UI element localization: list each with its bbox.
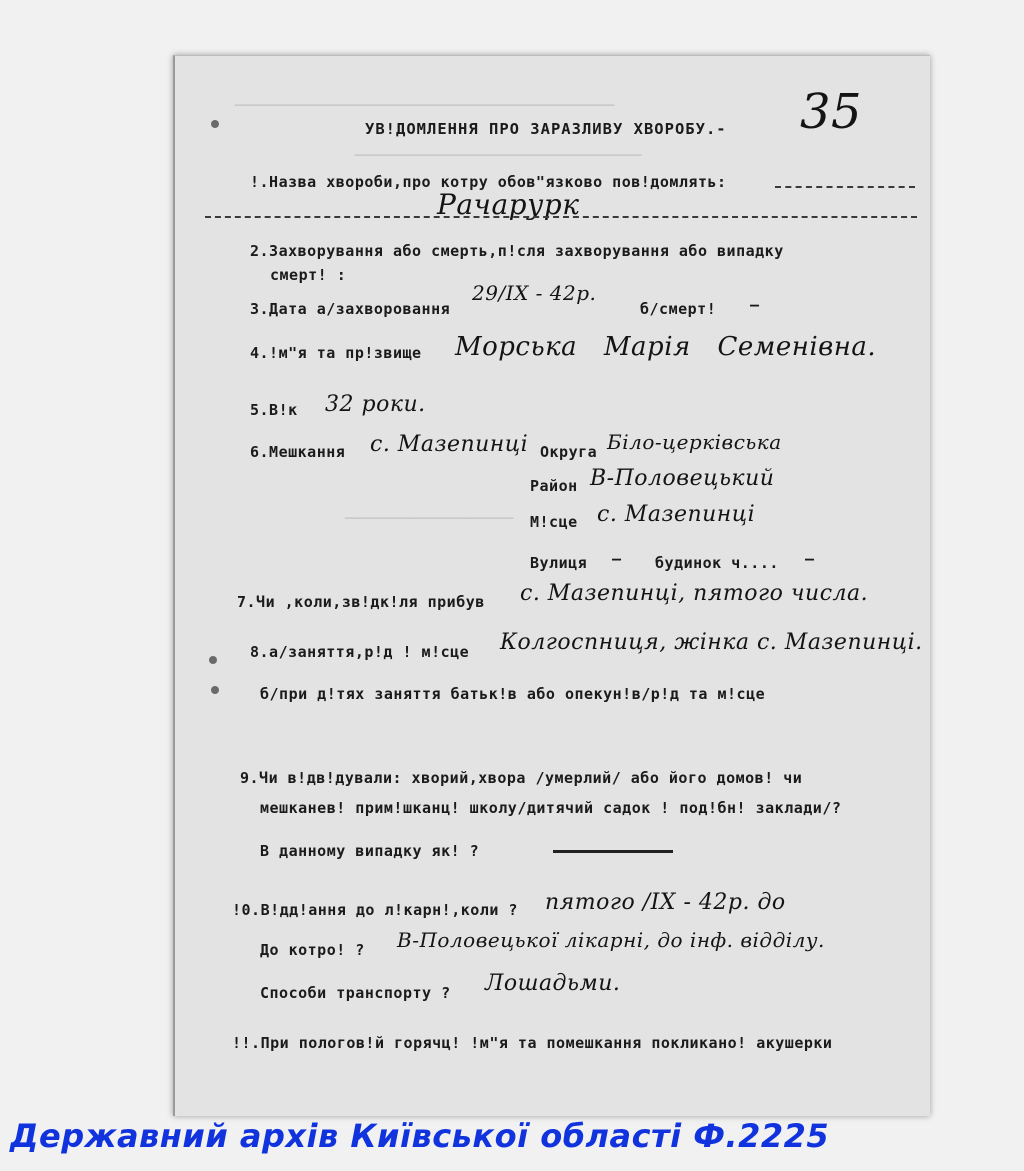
q6-raion-label: Район (530, 477, 578, 495)
q2-label-line1: 2.Захворування або смерть,п!сля захворування або випадку (250, 242, 784, 260)
punch-hole (211, 686, 219, 694)
q10-which-label: До котро! ? (260, 941, 365, 959)
document-page (173, 55, 930, 1116)
q6-okruha-label: Округа (540, 443, 598, 461)
q8-answer: Колгоспниця, жінка с. Мазепинці. (500, 630, 923, 655)
q3-answer-b: — (750, 296, 760, 314)
bleed-through-text: ───────────────────────────────────────────── (235, 98, 615, 114)
q9-answer-line (553, 850, 673, 853)
q6-mistse-label: М!сце (530, 513, 578, 531)
q7-label: 7.Чи ,коли,зв!дк!ля прибув (237, 593, 485, 611)
q6-mistse-answer: с. Мазепинці (597, 502, 756, 527)
q10-transport-answer: Лошадьми. (485, 971, 621, 996)
q6-vulytsia-answer: — (612, 550, 622, 568)
punch-hole (209, 656, 217, 664)
q10-answer: пятого /IX - 42р. до (545, 890, 786, 915)
q9-line3: В данному випадку як! ? (260, 842, 480, 860)
q3-label-b: б/смерт! (640, 300, 717, 318)
q5-answer: 32 роки. (325, 392, 426, 417)
q10-transport-label: Способи транспорту ? (260, 984, 451, 1002)
document-title: УВ!ДОМЛЕННЯ ПРО ЗАРАЗЛИВУ ХВОРОБУ.- (365, 120, 727, 138)
q4-label: 4.!м"я та пр!звище (250, 344, 422, 362)
q9-line1: 9.Чи в!дв!дували: хворий,хвора /умерлий/ або його домов! чи (240, 769, 803, 787)
q3-label: 3.Дата а/захворовання (250, 300, 451, 318)
q2-label-line2: смерт! : (270, 266, 347, 284)
q6-label: 6.Мешкання (250, 443, 346, 461)
archive-sheet-number: 35 (800, 84, 863, 140)
q6-vulytsia-label: Вулиця (530, 554, 588, 572)
q6-answer: с. Мазепинці (370, 432, 529, 457)
q1-label: !.Назва хвороби,про котру обов"язково пов!домлять: (250, 173, 727, 191)
bleed-through-text: ────────────────────────────────── (355, 148, 642, 164)
q1-answer: Рачарурк (437, 188, 580, 221)
q7-answer: с. Мазепинці, пятого числа. (520, 581, 869, 606)
q3-answer: 29/IX - 42р. (472, 281, 597, 305)
q9-line2: мешканев! прим!шканц! школу/дитячий садок ! под!бн! заклади/? (260, 799, 842, 817)
punch-hole (211, 120, 219, 128)
q1-answer-underline (205, 216, 917, 218)
bleed-through-text: ──────────────────── (345, 511, 514, 527)
q10-which-answer: В-Половецької лікарні, до інф. відділу. (397, 928, 825, 952)
q6-raion-answer: В-Половецький (590, 466, 775, 491)
q6-budynok-answer: — (805, 550, 815, 568)
q10-label: !0.В!дд!ання до л!карн!,коли ? (232, 901, 518, 919)
q5-label: 5.В!к (250, 401, 298, 419)
q6-okruha-answer: Біло-церківська (607, 430, 782, 454)
q6-budynok-label: будинок ч.... (655, 554, 779, 572)
q4-answer: Морська Марія Семенівна. (455, 332, 877, 362)
q8-label: 8.а/заняття,р!д ! м!сце (250, 643, 470, 661)
q1-underline (775, 186, 915, 188)
q8b-label: б/при д!тях заняття батьк!в або опекун!в/р!д та м!сце (260, 685, 766, 703)
archive-watermark-caption: Державний архів Київської області Ф.2225 (10, 1117, 830, 1155)
q11-label: !!.При пологов!й горячц! !м"я та помешкання покликано! акушерки (232, 1034, 833, 1052)
